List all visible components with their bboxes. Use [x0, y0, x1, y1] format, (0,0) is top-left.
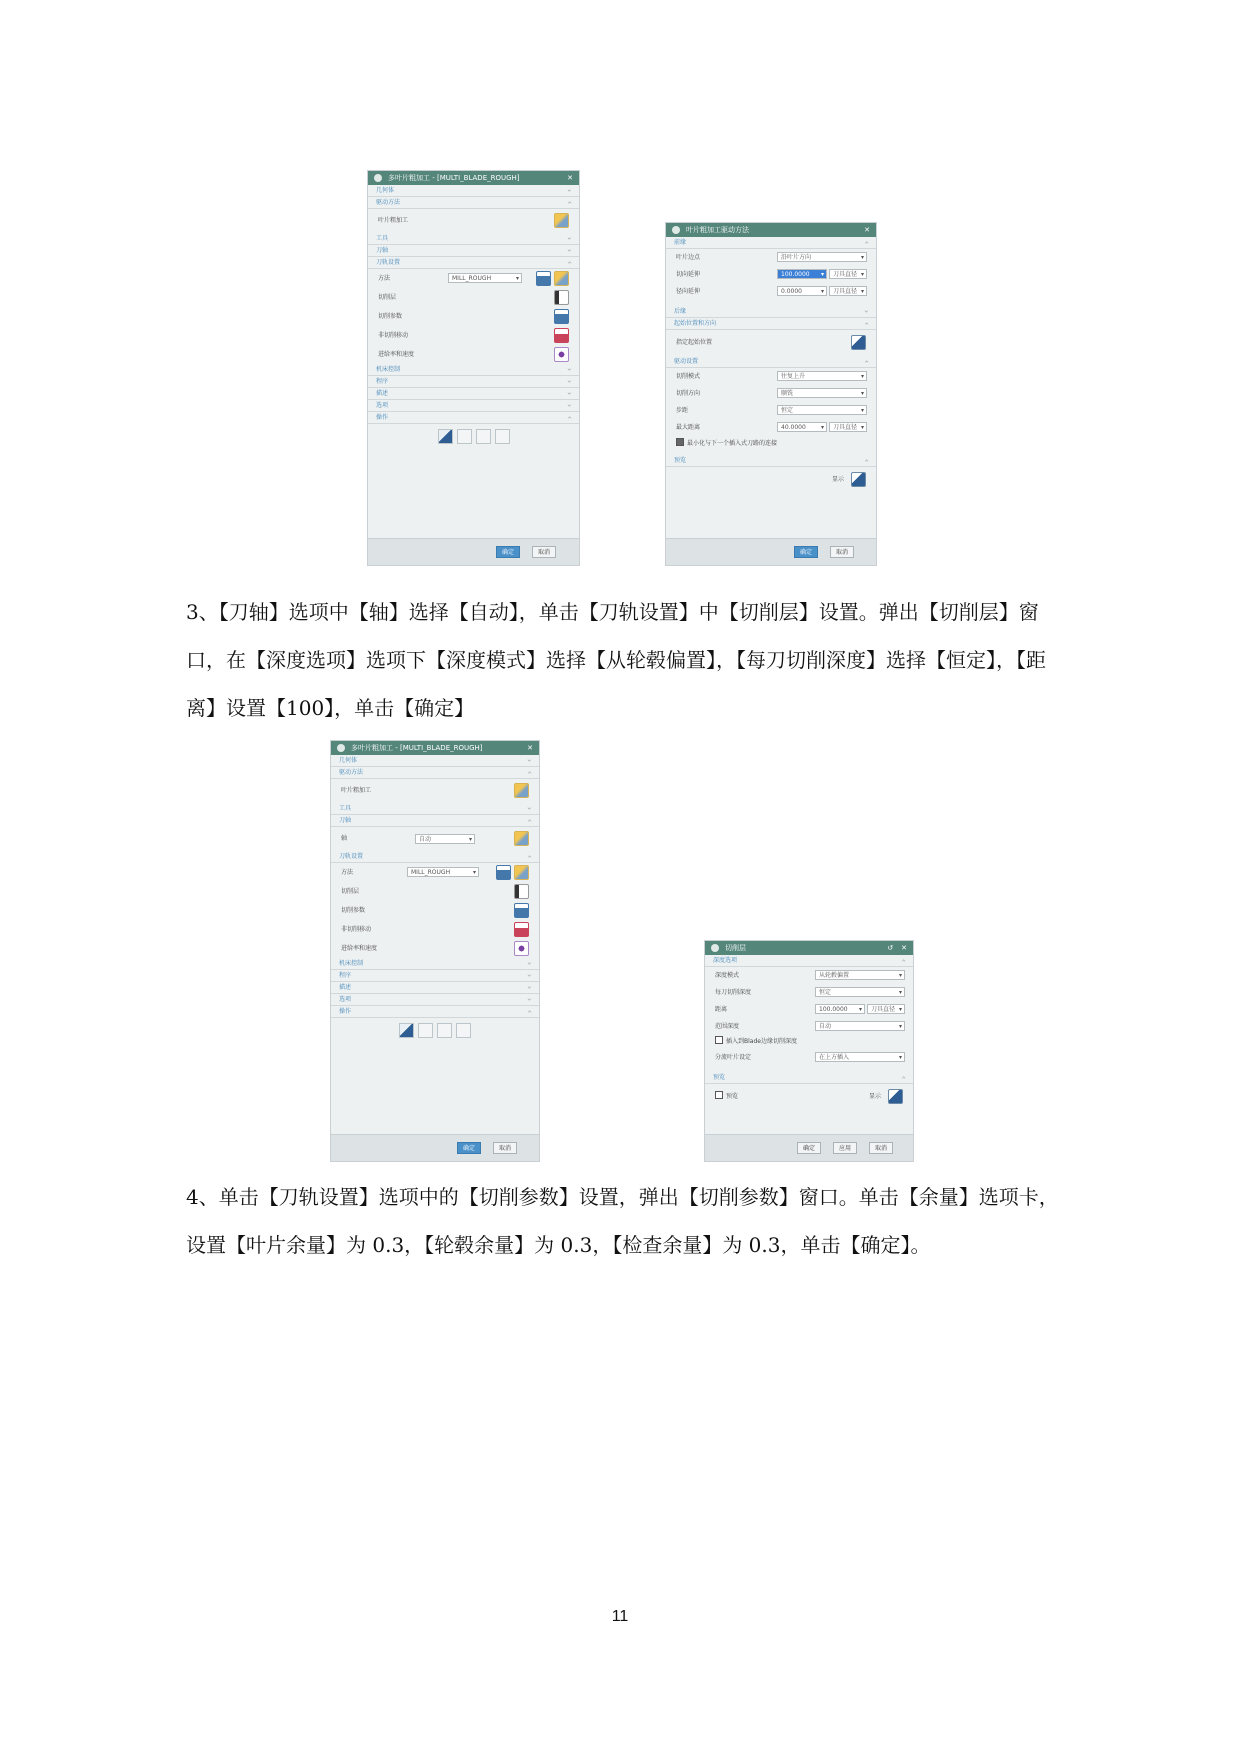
section-machine-control[interactable]: 机床控制 ›	[331, 958, 539, 970]
cut-levels-icon[interactable]	[554, 290, 569, 305]
max-distance-row	[666, 419, 876, 436]
section-options[interactable]: 选项 ›	[368, 400, 579, 412]
replay-icon[interactable]	[418, 1023, 433, 1038]
apply-button[interactable]: 应用	[833, 1142, 857, 1154]
display-row	[666, 467, 876, 493]
cancel-button[interactable]: 取消	[830, 546, 854, 558]
page-number: 11	[611, 1608, 629, 1625]
method-browse-icon[interactable]	[496, 865, 511, 880]
radial-extend-row	[666, 283, 876, 300]
ok-button[interactable]: 确定	[457, 1142, 481, 1154]
gear-icon	[711, 944, 719, 952]
range-depth-select[interactable]: 自动 ▾	[815, 1021, 905, 1031]
non-cut-label: 非切削移动	[378, 332, 409, 339]
dialog-title: 切削层	[725, 944, 746, 952]
display-label: 显示	[831, 476, 844, 483]
section-tool-axis[interactable]: 刀轴 ›	[331, 815, 539, 827]
section-tool[interactable]: 工具 ›	[368, 233, 579, 245]
non-cut-row	[368, 326, 579, 345]
display-icon[interactable]	[888, 1089, 903, 1104]
cut-params-icon[interactable]	[514, 903, 529, 918]
drive-method-label: 叶片粗加工	[378, 217, 409, 224]
max-distance-unit[interactable]: 刀具直径 ▾	[829, 422, 867, 432]
insert-check-label: 插入到Blade边缘切削深度	[726, 1038, 797, 1045]
start-pos-label: 指定起始位置	[676, 339, 713, 346]
dialog-titlebar	[368, 171, 579, 185]
radial-extend-unit[interactable]: 刀具直径 ▾	[829, 286, 867, 296]
method-select[interactable]: MILL_ROUGH ▾	[407, 867, 479, 877]
edit-drive-icon[interactable]	[514, 783, 529, 798]
blade-edge-label: 叶片边点	[676, 254, 701, 261]
section-trailing-edge[interactable]: 后缘 ›	[666, 306, 876, 318]
dialog-titlebar	[331, 741, 539, 755]
depth-per-cut-row	[705, 984, 913, 1001]
cut-params-label: 切削参数	[378, 313, 403, 320]
method-select[interactable]: MILL_ROUGH ▾	[448, 273, 522, 283]
cut-levels-label: 切削层	[341, 888, 360, 895]
range-depth-label: 范围深度	[715, 1023, 740, 1030]
dialog-title: 多叶片粗加工 - [MULTI_BLADE_ROUGH]	[388, 174, 520, 182]
section-program[interactable]: 程序 ›	[368, 376, 579, 388]
distance-row	[705, 1001, 913, 1018]
cut-direction-select[interactable]: 顺铣 ▾	[777, 388, 867, 398]
dialog-titlebar	[666, 223, 876, 237]
cut-levels-dialog	[704, 940, 914, 1162]
method-edit-icon[interactable]	[514, 865, 529, 880]
edit-drive-icon[interactable]	[554, 213, 569, 228]
close-icon[interactable]: ✕	[567, 174, 573, 182]
section-drive-settings[interactable]: 驱动设置 ›	[666, 356, 876, 368]
start-pos-icon[interactable]	[851, 335, 866, 350]
start-pos-row	[666, 330, 876, 356]
cancel-button[interactable]: 取消	[532, 546, 556, 558]
ok-button[interactable]: 确定	[496, 546, 520, 558]
feeds-label: 进给率和速度	[378, 351, 415, 358]
cut-params-row	[368, 307, 579, 326]
method-row	[331, 863, 539, 882]
section-description[interactable]: 描述 ›	[368, 388, 579, 400]
non-cut-row	[331, 920, 539, 939]
action-toolbar	[331, 1018, 539, 1049]
non-cut-icon[interactable]	[554, 328, 569, 343]
action-toolbar	[368, 424, 579, 455]
stepover-label: 步距	[676, 407, 689, 414]
list-icon[interactable]	[456, 1023, 471, 1038]
gear-icon	[374, 174, 382, 182]
close-icon[interactable]: ✕	[901, 944, 907, 952]
drive-method-row	[331, 779, 539, 803]
section-geometry[interactable]: 几何体 ›	[368, 185, 579, 197]
section-machine-control[interactable]: 机床控制 ›	[368, 364, 579, 376]
dialog-footer	[705, 1134, 913, 1161]
gear-icon	[672, 226, 680, 234]
further-limit-label: 分流叶片设定	[715, 1054, 752, 1061]
cut-extend-input[interactable]: 100.0000 ▾	[777, 269, 827, 279]
display-icon[interactable]	[851, 472, 866, 487]
non-cut-label: 非切削移动	[341, 926, 372, 933]
cut-pattern-label: 切削模式	[676, 373, 701, 380]
section-actions[interactable]: 操作 ›	[331, 1006, 539, 1018]
blade-edge-select[interactable]: 沿叶片方向 ▾	[777, 252, 867, 262]
cancel-button[interactable]: 取消	[869, 1142, 893, 1154]
ok-button[interactable]: 确定	[797, 1142, 821, 1154]
preview-label: 预览	[726, 1093, 739, 1100]
range-depth-row	[705, 1018, 913, 1035]
radial-extend-label: 径向延伸	[676, 288, 701, 295]
axis-select[interactable]: 自动 ▾	[415, 834, 475, 844]
section-drive-method[interactable]: 驱动方法 ›	[331, 767, 539, 779]
method-edit-icon[interactable]	[554, 271, 569, 286]
cut-extend-row	[666, 266, 876, 283]
method-row	[368, 269, 579, 288]
blade-edge-row	[666, 249, 876, 266]
non-cut-icon[interactable]	[514, 922, 529, 937]
axis-edit-icon[interactable]	[514, 831, 529, 846]
feeds-row	[331, 939, 539, 958]
replay-icon[interactable]	[457, 429, 472, 444]
dialog-title: 叶片粗加工驱动方法	[686, 226, 749, 234]
section-drive-method[interactable]: 驱动方法 ›	[368, 197, 579, 209]
section-options[interactable]: 选项 ›	[331, 994, 539, 1006]
cut-extend-label: 切向延伸	[676, 271, 701, 278]
multi-blade-rough-dialog-2	[330, 740, 540, 1162]
distance-input[interactable]: 100.0000 ▾	[815, 1004, 865, 1014]
depth-mode-select[interactable]: 从轮毂偏置 ▾	[815, 970, 905, 980]
close-icon[interactable]: ✕	[527, 744, 533, 752]
dialog-title: 多叶片粗加工 - [MULTI_BLADE_ROUGH]	[351, 744, 483, 752]
cut-direction-label: 切削方向	[676, 390, 701, 397]
distance-unit[interactable]: 刀具直径 ▾	[867, 1004, 905, 1014]
generate-icon[interactable]	[399, 1023, 414, 1038]
depth-mode-row	[705, 967, 913, 984]
reset-icon[interactable]: ↺	[887, 944, 894, 952]
radial-extend-input[interactable]: 0.0000 ▾	[777, 286, 827, 296]
cut-direction-row	[666, 385, 876, 402]
paragraph-step-4: 4、单击【刀轨设置】选项中的【切削参数】设置，弹出【切削参数】窗口。单击【余量】选项卡，设置【叶片余量】为 0.3，【轮毂余量】为 0.3，【检查余量】为 0.3，单击【确定】。	[186, 1185, 1059, 1257]
axis-label: 轴	[341, 835, 348, 842]
method-label: 方法	[341, 869, 354, 876]
multi-blade-rough-dialog	[367, 170, 580, 566]
section-description[interactable]: 描述 ›	[331, 982, 539, 994]
display-label: 显示	[868, 1093, 881, 1100]
cut-levels-row	[331, 882, 539, 901]
feeds-row	[368, 345, 579, 364]
drive-method-dialog	[665, 222, 877, 566]
preview-checkbox[interactable]	[715, 1091, 723, 1099]
dialog-footer	[368, 538, 579, 565]
dialog-footer	[666, 538, 876, 565]
max-distance-input[interactable]: 40.0000 ▾	[777, 422, 827, 432]
cut-levels-row	[368, 288, 579, 307]
gear-icon	[337, 744, 345, 752]
drive-method-row	[368, 209, 579, 233]
section-preview[interactable]: 预览 ›	[705, 1072, 913, 1084]
cut-params-icon[interactable]	[554, 309, 569, 324]
verify-icon[interactable]	[437, 1023, 452, 1038]
section-leading-edge[interactable]: 前缘 ›	[666, 237, 876, 249]
insert-checkbox[interactable]	[715, 1036, 723, 1044]
drive-method-label: 叶片粗加工	[341, 787, 372, 794]
min-check-label: 最小化与下一个插入式刀路的连接	[687, 440, 778, 447]
min-check-row	[666, 436, 876, 451]
min-checkbox[interactable]	[676, 438, 684, 446]
section-tool-axis[interactable]: 刀轴 ›	[368, 245, 579, 257]
cut-levels-icon[interactable]	[514, 884, 529, 899]
section-path-settings[interactable]: 刀轨设置 ›	[331, 851, 539, 863]
cut-levels-label: 切削层	[378, 294, 397, 301]
section-geometry[interactable]: 几何体 ›	[331, 755, 539, 767]
feeds-icon[interactable]	[554, 347, 569, 362]
ok-button[interactable]: 确定	[794, 546, 818, 558]
further-limit-row	[705, 1049, 913, 1066]
close-icon[interactable]: ✕	[864, 226, 870, 234]
section-actions[interactable]: 操作 ›	[368, 412, 579, 424]
generate-icon[interactable]	[438, 429, 453, 444]
cut-extend-unit[interactable]: 刀具直径 ▾	[829, 269, 867, 279]
depth-mode-label: 深度模式	[715, 972, 740, 979]
distance-label: 距离	[715, 1006, 728, 1013]
cut-pattern-row	[666, 368, 876, 385]
method-browse-icon[interactable]	[536, 271, 551, 286]
depth-per-cut-select[interactable]: 恒定 ▾	[815, 987, 905, 997]
max-distance-label: 最大距离	[676, 424, 701, 431]
insert-check-row	[705, 1035, 913, 1049]
depth-per-cut-label: 每刀切削深度	[715, 989, 752, 996]
dialog-titlebar	[705, 941, 913, 955]
axis-row	[331, 827, 539, 851]
further-limit-select[interactable]: 在上方插入 ▾	[815, 1052, 905, 1062]
method-label: 方法	[378, 275, 391, 282]
feeds-label: 进给率和速度	[341, 945, 378, 952]
section-path-settings[interactable]: 刀轨设置 ›	[368, 257, 579, 269]
list-icon[interactable]	[495, 429, 510, 444]
cut-params-label: 切削参数	[341, 907, 366, 914]
cut-pattern-select[interactable]: 往复上升 ▾	[777, 371, 867, 381]
dialog-footer	[331, 1134, 539, 1161]
paragraph-step-3: 3、【刀轴】选项中【轴】选择【自动】，单击【刀轨设置】中【切削层】设置。弹出【切削层】窗口，在【深度选项】选项下【深度模式】选择【从轮毂偏置】，【每刀切削深度】选择【恒定】，【距离】设置【100】，单击【确定】	[186, 600, 1046, 720]
section-tool[interactable]: 工具 ›	[331, 803, 539, 815]
cancel-button[interactable]: 取消	[493, 1142, 517, 1154]
section-start-position[interactable]: 起始位置和方向 ›	[666, 318, 876, 330]
feeds-icon[interactable]	[514, 941, 529, 956]
section-depth-options[interactable]: 深度选项 ›	[705, 955, 913, 967]
preview-row	[705, 1084, 913, 1110]
section-program[interactable]: 程序 ›	[331, 970, 539, 982]
stepover-row	[666, 402, 876, 419]
verify-icon[interactable]	[476, 429, 491, 444]
section-preview[interactable]: 预览 ›	[666, 455, 876, 467]
cut-params-row	[331, 901, 539, 920]
stepover-select[interactable]: 恒定 ▾	[777, 405, 867, 415]
